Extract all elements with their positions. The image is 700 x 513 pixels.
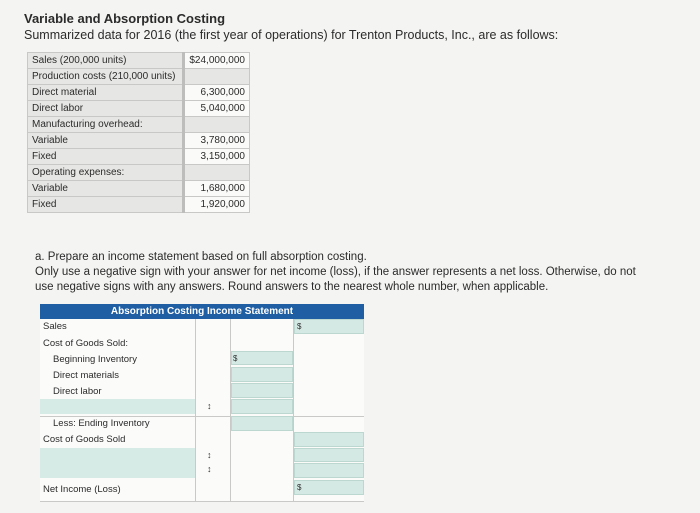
currency-symbol: $ [297, 483, 302, 492]
table-row [28, 69, 250, 85]
table-row [28, 165, 250, 181]
given-amount: 1,680,000 [184, 181, 250, 197]
statement-row [40, 384, 364, 399]
cogs-item-input[interactable] [231, 399, 293, 414]
dropdown-spinner-icon[interactable]: ↕ [207, 401, 212, 411]
ending-inventory-input[interactable] [231, 416, 293, 431]
beginning-inventory-input[interactable] [231, 351, 293, 365]
given-label: Variable [28, 133, 184, 149]
dropdown-spinner-icon[interactable]: ↕ [207, 464, 212, 474]
row-label: Less: Ending Inventory [53, 418, 150, 429]
direct-materials-input[interactable] [231, 367, 293, 382]
row-label: Beginning Inventory [53, 354, 137, 365]
expense-item-dropdown[interactable] [40, 463, 195, 478]
table-row [28, 101, 250, 117]
table-row [28, 133, 250, 149]
given-label: Production costs (210,000 units) [28, 69, 184, 85]
row-label: Cost of Goods Sold [43, 434, 126, 445]
statement-row [40, 416, 364, 431]
expense-item-input[interactable] [294, 463, 364, 478]
table-row [28, 53, 250, 69]
instruction-line: a. Prepare an income statement based on full absorption costing. [35, 251, 367, 263]
sales-input[interactable] [294, 319, 364, 334]
statement-title: Absorption Costing Income Statement [40, 304, 364, 319]
table-row [28, 181, 250, 197]
page-subtitle: Summarized data for 2016 (the first year of operations) for Trenton Products, Inc., are as follows: [24, 28, 559, 42]
given-label: Variable [28, 181, 184, 197]
given-amount: 3,780,000 [184, 133, 250, 149]
page-title: Variable and Absorption Costing [24, 11, 226, 26]
given-label: Manufacturing overhead: [28, 117, 184, 133]
given-data-table [27, 52, 250, 213]
row-divider [40, 501, 364, 502]
net-income-input[interactable] [294, 480, 364, 495]
statement-row [40, 352, 364, 367]
given-label: Sales (200,000 units) [28, 53, 184, 69]
instruction-line: Only use a negative sign with your answer for net income (loss), if the answer represents a net loss. Otherwise, do not [35, 266, 636, 278]
statement-row [40, 368, 364, 383]
instruction-line: use negative signs with any answers. Round answers to the nearest whole number, when applicable. [35, 281, 549, 293]
row-label: Direct materials [53, 370, 119, 381]
table-row [28, 117, 250, 133]
given-amount: 5,040,000 [184, 101, 250, 117]
given-amount [184, 117, 250, 133]
given-amount [184, 165, 250, 181]
currency-symbol: $ [233, 354, 238, 363]
income-item-dropdown[interactable] [40, 448, 195, 463]
table-row [28, 149, 250, 165]
income-item-input[interactable] [294, 448, 364, 462]
income-statement [40, 304, 364, 502]
direct-labor-input[interactable] [231, 383, 293, 398]
table-row [28, 85, 250, 101]
given-label: Fixed [28, 197, 184, 213]
cost-of-goods-sold-input[interactable] [294, 432, 364, 447]
dropdown-spinner-icon[interactable]: ↕ [207, 450, 212, 460]
given-amount: $24,000,000 [184, 53, 250, 69]
given-label: Direct labor [28, 101, 184, 117]
given-amount [184, 69, 250, 85]
given-amount: 1,920,000 [184, 197, 250, 213]
row-label: Cost of Goods Sold: [43, 338, 129, 349]
given-amount: 6,300,000 [184, 85, 250, 101]
row-label: Direct labor [53, 386, 102, 397]
table-row [28, 197, 250, 213]
cogs-item-dropdown[interactable] [40, 399, 195, 414]
given-label: Direct material [28, 85, 184, 101]
given-label: Operating expenses: [28, 165, 184, 181]
row-label: Sales [43, 321, 67, 332]
statement-row [40, 336, 364, 351]
row-label: Net Income (Loss) [43, 484, 121, 495]
currency-symbol: $ [297, 322, 302, 331]
given-label: Fixed [28, 149, 184, 165]
given-amount: 3,150,000 [184, 149, 250, 165]
